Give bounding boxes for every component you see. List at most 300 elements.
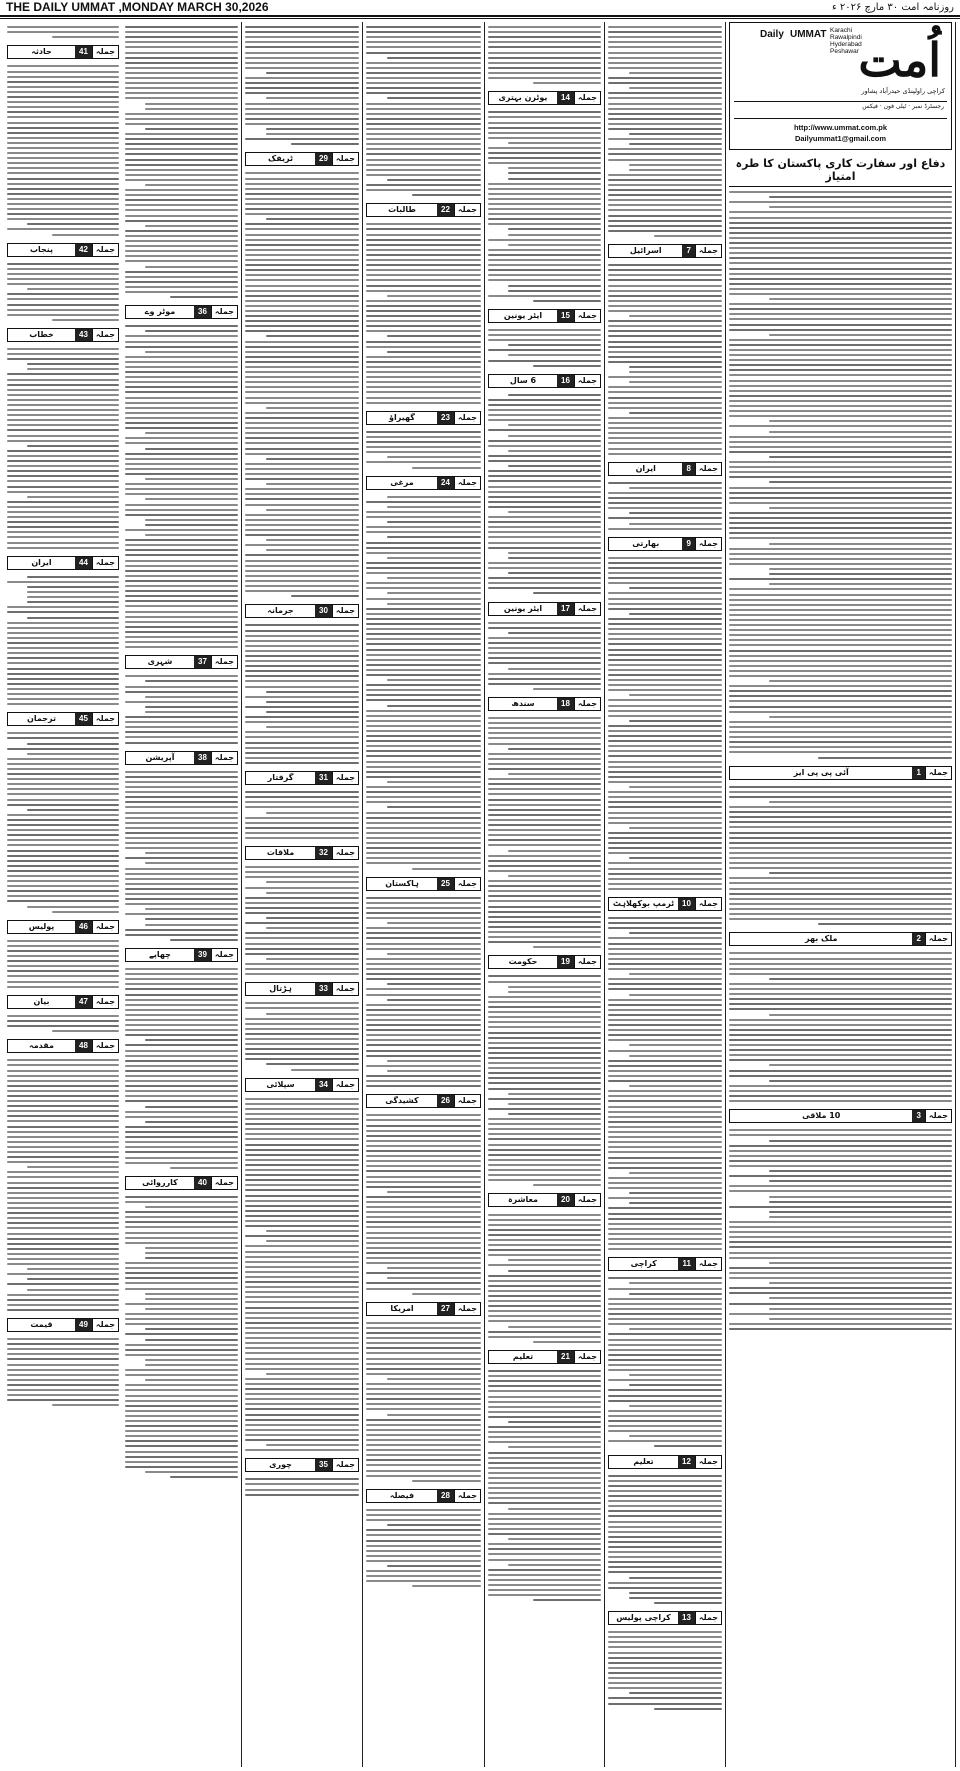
text-line [488,1436,601,1438]
text-line [488,567,601,569]
text-line [125,988,238,990]
text-line [387,806,481,808]
text-line [125,391,238,393]
text-line [608,669,722,671]
text-line [170,1476,238,1478]
text-line [125,701,238,703]
text-line [245,912,359,914]
text-line [608,750,722,752]
text-line [608,159,722,161]
text-line [608,1100,722,1102]
text-line [245,1322,359,1324]
text-line [488,339,601,341]
text-line [125,458,238,460]
text-line [7,384,119,386]
text-line [125,36,238,38]
text-line [608,710,722,712]
text-line [245,762,359,764]
text-line [488,1315,601,1317]
text-line [245,249,359,251]
text-line [608,927,722,929]
text-line [729,670,952,672]
text-line [125,1111,238,1113]
text-line [488,279,601,281]
text-line [608,422,722,424]
text-line [245,295,359,297]
text-line [245,887,359,889]
text-line [608,1510,722,1512]
text-line [769,583,952,585]
text-line [7,1258,119,1260]
text-line [366,837,481,839]
text-line [608,1238,722,1240]
text-line [245,876,359,878]
text-line [7,1233,119,1235]
text-line [608,305,722,307]
text-line [729,385,952,387]
text-line [366,1519,481,1521]
text-line [245,1033,359,1035]
text-line [245,1123,359,1125]
text-line [488,1457,601,1459]
text-line [488,717,601,719]
text-line [266,701,359,703]
text-line [608,517,722,519]
city-hyderabad: Hyderabad [830,41,862,48]
text-line [608,1410,722,1412]
text-line [366,118,481,120]
section-text [608,553,722,894]
text-line [245,442,359,444]
text-line [608,1116,722,1118]
text-line [488,1174,601,1176]
text-line [608,148,722,150]
text-line [7,188,119,190]
text-line [145,108,238,110]
text-line [125,417,238,419]
text-line [366,1434,481,1436]
text-line [366,710,481,712]
text-line [366,1555,481,1557]
text-line [608,592,722,594]
text-line [608,82,722,84]
text-line [488,496,601,498]
text-line [387,335,481,337]
section-text [366,22,481,200]
text-line [366,1534,481,1536]
text-line [488,526,601,528]
text-line [125,721,238,723]
text-line [488,506,601,508]
text-line [7,1064,119,1066]
section-title: بھارتی [632,538,660,548]
text-line [245,386,359,388]
section-title: اسرائیل [629,246,662,256]
text-line [608,1364,722,1366]
text-line [245,172,359,174]
text-line [245,1403,359,1405]
section-label: جملہ [211,306,237,318]
text-line [387,603,481,605]
text-line [654,235,722,237]
text-line [125,153,238,155]
text-line [7,975,119,977]
section-number: 18 [557,698,574,710]
text-line [125,1065,238,1067]
text-line [125,1131,238,1133]
text-line [488,1426,601,1428]
text-line [7,293,119,295]
text-line [608,1065,722,1067]
section-header [608,244,722,258]
text-line [729,532,952,534]
text-line [488,132,601,134]
text-line [245,1419,359,1421]
text-line [125,636,238,638]
text-line [387,57,481,59]
text-line [608,41,722,43]
text-line [488,1472,601,1474]
text-line [533,82,601,84]
text-line [488,501,601,503]
section-text [729,1125,952,1334]
text-line [608,1228,722,1230]
text-line [366,1176,481,1178]
text-line [7,358,119,360]
text-line [608,1070,722,1072]
text-line [266,917,359,919]
text-line [488,1133,601,1135]
text-line [508,1421,601,1423]
text-line [125,1344,238,1346]
text-line [729,558,952,560]
text-line [7,673,119,675]
text-line [729,993,952,995]
text-line [366,623,481,625]
text-line [125,1369,238,1371]
text-line [145,448,238,450]
section-header [366,1094,481,1108]
text-line [7,526,119,528]
text-line [145,1379,238,1381]
text-line [508,167,601,169]
newspaper-page [4,22,956,1767]
text-line [488,1021,601,1023]
text-line [608,776,722,778]
text-line [7,642,119,644]
text-line [769,1080,952,1082]
text-line [608,1667,722,1669]
text-line [366,1232,481,1234]
text-line [729,262,952,264]
text-line [608,1318,722,1320]
text-line [366,381,481,383]
text-line [608,1561,722,1563]
text-line [488,269,601,271]
text-line [488,906,601,908]
text-line [7,1238,119,1240]
section-header [488,1193,601,1207]
text-line [7,652,119,654]
text-line [729,741,952,743]
text-line [608,937,722,939]
text-line [366,832,481,834]
text-line [488,1169,601,1171]
text-line [125,716,238,718]
text-line [608,1546,722,1548]
text-line [125,52,238,54]
text-line [729,268,952,270]
text-line [729,1328,952,1330]
city-rawalpindi: Rawalpindi [830,34,862,41]
section-title: آئی پی پی ایز [793,767,849,777]
text-line [366,376,481,378]
text-line [608,402,722,404]
text-line [7,768,119,770]
text-line [7,440,119,442]
text-line [125,386,238,388]
text-line [366,1206,481,1208]
text-line [488,1385,601,1387]
text-line [488,1584,601,1586]
text-line [7,304,119,306]
text-line [488,31,601,33]
text-line [729,888,952,890]
text-line [7,76,119,78]
text-line [488,768,601,770]
text-line [266,128,359,130]
text-line [488,218,601,220]
text-line [7,183,119,185]
text-line [366,1429,481,1431]
text-line [729,288,952,290]
text-line [629,1202,722,1204]
section-label: جملہ [695,1258,721,1270]
section-text [366,492,481,874]
text-line [366,1155,481,1157]
text-line [366,587,481,589]
text-line [608,113,722,115]
text-line [608,832,722,834]
text-line [729,918,952,920]
text-line [7,895,119,897]
text-line [245,371,359,373]
text-line [608,492,722,494]
text-line [7,940,119,942]
text-line [366,1237,481,1239]
text-line [125,994,238,996]
text-line [366,346,481,348]
text-line [245,752,359,754]
text-line [769,1308,952,1310]
text-line [488,839,601,841]
text-line [7,688,119,690]
text-line [508,875,601,877]
text-line [488,1214,601,1216]
text-line [366,431,481,433]
text-line [729,1313,952,1315]
text-line [7,283,119,285]
section-label: جملہ [695,1612,721,1624]
text-line [729,1323,952,1325]
text-line [366,341,481,343]
section-label: جملہ [454,477,480,489]
text-line [245,108,359,110]
text-line [266,1240,359,1242]
text-line [7,1338,119,1340]
text-line [629,587,722,589]
text-line [7,511,119,513]
section-number: 12 [678,1456,695,1468]
text-line [629,786,722,788]
text-line [769,1297,952,1299]
text-line [245,1007,359,1009]
text-line [729,369,952,371]
text-line [488,996,601,998]
text-line [366,516,481,518]
text-line [608,1631,722,1633]
text-line [7,132,119,134]
text-line [488,475,601,477]
text-line [245,630,359,632]
text-line [7,622,119,624]
text-line [508,1538,601,1540]
text-line [508,142,601,144]
text-line [125,514,238,516]
text-line [508,1508,601,1510]
text-line [125,1445,238,1447]
text-line [7,890,119,892]
text-line [729,665,952,667]
text-line [125,822,238,824]
editorial-text [729,187,952,763]
text-line [366,766,481,768]
text-line [488,1310,601,1312]
text-line [245,1291,359,1293]
text-line [508,632,601,634]
text-line [366,1540,481,1542]
text-line [729,303,952,305]
text-line [245,624,359,626]
section-title: مرغی [390,477,414,487]
text-line [508,773,601,775]
text-line [488,137,601,139]
text-line [125,796,238,798]
text-line [125,453,238,455]
text-line [245,1144,359,1146]
text-line [245,973,359,975]
text-line [366,1065,481,1067]
text-line [488,360,601,362]
text-line [729,451,952,453]
text-line [769,1014,952,1016]
text-line [608,1571,722,1573]
text-line [769,543,952,545]
text-line [245,575,359,577]
text-line [266,97,359,99]
text-line [608,771,722,773]
masthead-email: Dailyummat1@gmail.com [794,134,887,143]
text-line [125,641,238,643]
text-line [7,1374,119,1376]
text-line [366,138,481,140]
text-line [608,1641,722,1643]
text-line [145,1471,238,1473]
section-number: 32 [315,847,332,859]
text-line [125,215,238,217]
text-line [366,169,481,171]
text-line [387,1565,481,1567]
text-line [608,310,722,312]
text-line [729,1292,952,1294]
text-line [125,427,238,429]
text-line [608,482,722,484]
text-line [125,580,238,582]
text-line [245,635,359,637]
section-label: جملہ [92,46,118,58]
text-line [488,1487,601,1489]
section-number: 10 [678,898,695,910]
text-line [245,907,359,909]
text-line [729,1145,952,1147]
text-line [145,918,238,920]
text-line [245,351,359,353]
text-line [366,103,481,105]
section-title: طالبات [388,205,416,215]
text-line [366,264,481,266]
text-line [245,1118,359,1120]
text-line [245,1266,359,1268]
text-line [7,1136,119,1138]
text-line [125,1151,238,1153]
text-line [608,1146,722,1148]
section-header [7,1318,119,1332]
text-line [245,655,359,657]
text-line [629,1282,722,1284]
text-line [245,259,359,261]
text-line [488,880,601,882]
text-line [608,847,722,849]
text-line [7,373,119,375]
text-line [245,41,359,43]
text-line [245,341,359,343]
section-text [7,572,119,710]
text-line [245,544,359,546]
text-line [27,363,119,365]
section-header [125,751,238,765]
text-line [608,1415,722,1417]
masthead-info: رجسٹرڈ نمبر · ٹیلی فون · فیکس [734,101,947,119]
text-line [729,908,952,910]
text-line [608,577,722,579]
text-line [7,1299,119,1301]
section-title: چھاپے [149,949,171,959]
text-line [608,184,722,186]
text-line [608,230,722,232]
text-line [7,732,119,734]
section-text [729,782,952,930]
text-line [366,902,481,904]
text-line [629,1435,722,1437]
text-line [7,157,119,159]
column-3 [485,22,605,1767]
section-header [488,697,601,711]
text-line [608,437,722,439]
text-line [52,319,119,321]
text-line [245,118,359,120]
section-label: جملہ [695,538,721,550]
text-line [729,1190,952,1192]
